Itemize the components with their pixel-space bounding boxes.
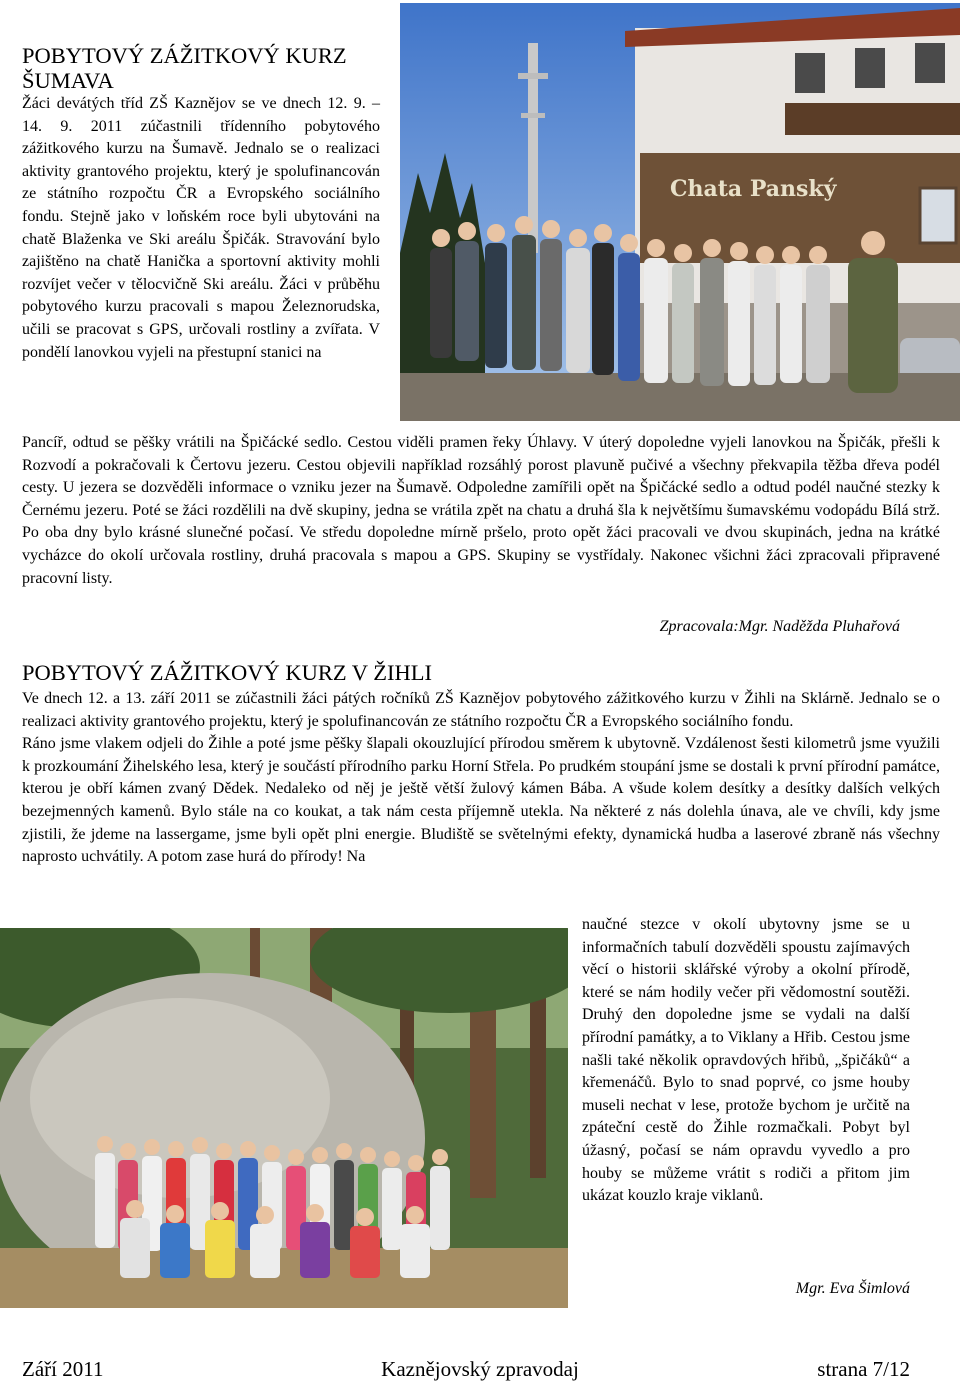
article1-signature: Zpracovala:Mgr. Naděžda Pluhařová bbox=[659, 618, 900, 635]
article1-text-full: Pancíř, odtud se pěšky vrátili na Špičácké sedlo. Cestou viděli pramen řeky Úhlavy. V úterý dopoledne vyjeli lanovkou na Špičák, přešli k Rozvodí a pokračovali k Čertovu jezeru. Cestou objevili například rozsáhlý porost plavuně pučivé a všechny překvapila těžba dřeva podél cesty. U jezera se dozvěděli informace o vzniku jezer na Šumavě. Odpoledne zamířili opět na Špičácké sedlo a odtud podél naučné stezky k Černému jezeru. Poté se žáci rozdělili na dvě skupiny, jedna se vrátila zpět na chatu a druhá šla k největšímu šumavskému vodopádu Bílá strž. Po oba dny bylo krásné slunečné počasí. Ve středu dopoledne mírně pršelo, proto opět žáci pracovali ve dvou skupinách, jedna na krátké vycházce do okolí určovala rostliny, druhá pracovala s mapou a GPS. Skupiny se vystřídaly. Nakonec všichni žáci zpracovali připravené pracovní listy. bbox=[22, 434, 940, 587]
article1-text-wrapped: Žáci devátých tříd ZŠ Kaznějov se ve dnech 12. 9. – 14. 9. 2011 zúčastnili třídenního pobytového zážitkového kurzu na Šumavě. Jednalo se o realizaci aktivity grantového projektu, který je spolufinancován ze státního rozpočtu ČR a Evropského sociálního fondu. Stejně jako v loňském roce byli ubytováni na chatě Blaženka ve Ski areálu Špičák. Stravování bylo zajištěno na chatě Hanička a sportovní aktivity mohli rozvíjet večer v tělocvičně Ski areálu. Žáci v průběhu pobytového kurzu pracovali s mapou Železnorudska, učili se pracovat s GPS, určovali rostliny a zvířata. V pondělí lanovkou vyjeli na přestupní stanici na bbox=[22, 95, 380, 361]
chalet-sign-text: Chata Panský bbox=[670, 176, 837, 202]
footer-publication-title: Kaznějovský zpravodaj bbox=[381, 1357, 579, 1381]
chalet-photo-illustration bbox=[400, 3, 960, 421]
article2-text bbox=[22, 688, 940, 869]
article1-title: POBYTOVÝ ZÁŽITKOVÝ KURZ ŠUMAVA bbox=[22, 43, 347, 93]
article2-para2: Ráno jsme vlakem odjeli do Žihle a poté jsme pěšky šlapali okouzlující přírodou směrem k ubytovně. Vzdálenost šesti kilometrů jsme využili k prozkoumání Žihelského lesa, který je součástí přírodního parku Horní Střela. Po prudkém stoupání jsme se dostali k první přírodní památce, kterou je obří kámen zvaný Dědek. Nedaleko od něj je ještě větší žulový kámen Bába. A všude kolem desítky a desítky dalších velkých bezejmenných kamenů. Bylo stále na co koukat, a tak nám cesta příjemně utekla. Na některé z nás dolehla únava, ale ve chvíli, kdy jsme zjistili, že jdeme na lassergame, jsme byli opět plni energie. Bludiště se světelnými efekty, dynamická hudba a laserové zbraně nás všechny naprosto uchvátily. A potom zase hurá do přírody! Na bbox=[22, 735, 940, 866]
article2-para3: naučné stezce v okolí ubytovny jsme se u informačních tabulí dozvěděli spoustu zajímavých věcí o historii sklářské výroby a okolní přírodě, které se nám hodily večer při vědomostní soutěži. Druhý den dopoledne jsme se vydali na další přírodní památky, a to Viklany a Hřib. Cestou jsme našli také několik opravdových hřibů, „špičáků“ a křemenáčů. Bylo to snad poprvé, co jsme houby museli nechat v lese, protože bychom je určitě na zpáteční cestě do Žihle rozmačkali. Pobyt byl úžasný, počasí se nám opravdu vyvedlo a pro houby se můžeme vrátit s rodiči a přitom jim ukázat kouzlo kraje viklanů. bbox=[582, 916, 910, 1205]
article2-para1: Ve dnech 12. a 13. září 2011 se zúčastnili žáci pátých ročníků ZŠ Kaznějov pobytového zážitkového kurzu v Žihli na Sklárně. Jednalo se o realizaci aktivity grantového projektu, který je spolufinancován ze státního rozpočtu ČR a Evropského sociálního fondu. bbox=[22, 690, 940, 730]
mountain-chalet-group-photo bbox=[400, 3, 960, 421]
article2-text-wrapped bbox=[582, 914, 910, 1208]
article2-signature: Mgr. Eva Šimlová bbox=[795, 1280, 910, 1297]
footer-page-number: strana 7/12 bbox=[817, 1357, 910, 1381]
boulder-photo-illustration bbox=[0, 928, 568, 1308]
boulder-group-photo bbox=[0, 928, 568, 1308]
footer-date: Září 2011 bbox=[22, 1357, 104, 1381]
article2-title: POBYTOVÝ ZÁŽITKOVÝ KURZ V ŽIHLI bbox=[22, 660, 432, 685]
